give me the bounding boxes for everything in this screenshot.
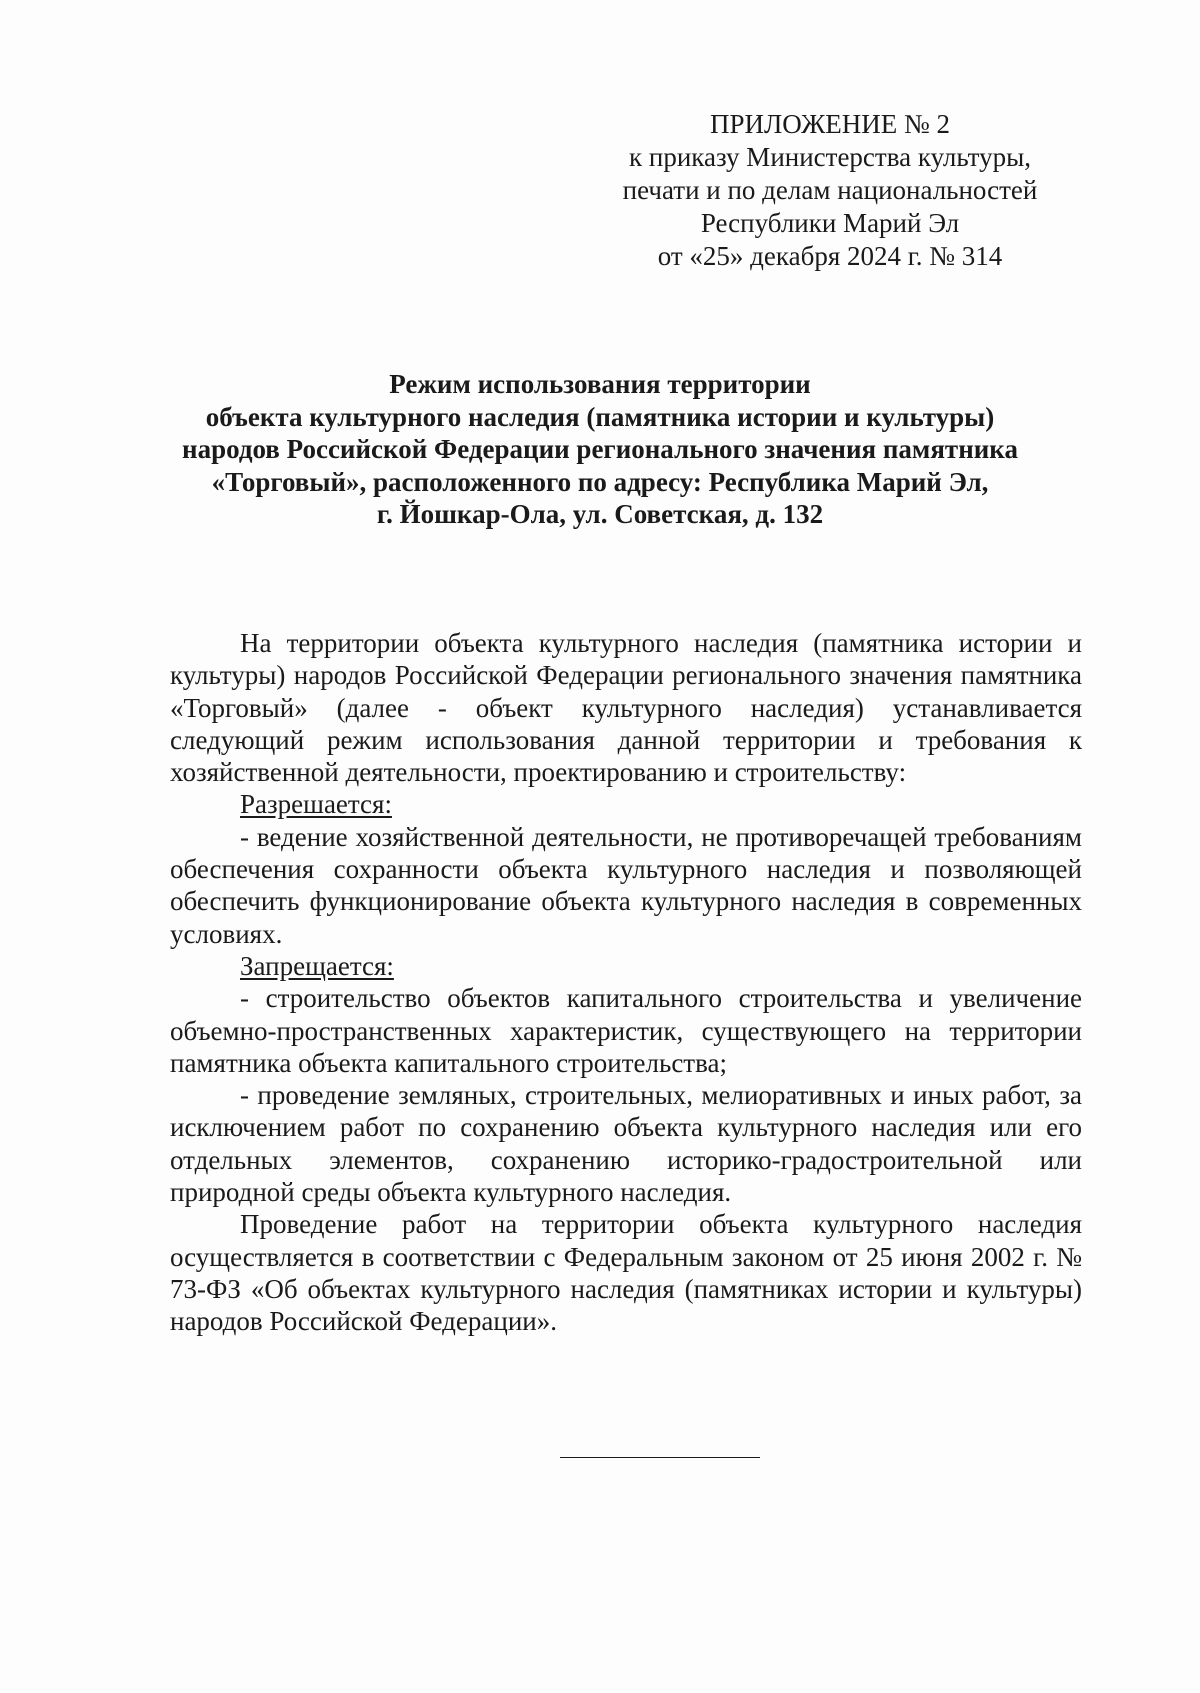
closing-divider-line: [560, 1457, 760, 1458]
closing-paragraph: Проведение работ на территории объекта культурного наследия осуществляется в соответствии с Федеральным законом от 25 июня 2002 г. № 73-ФЗ «Об объектах культурного наследия (памятниках истории и культуры) народов Российской Федерации».: [170, 1209, 1082, 1337]
appendix-number: ПРИЛОЖЕНИЕ № 2: [709, 109, 951, 139]
document-body: [170, 627, 1082, 1338]
title-line: «Торговый», расположенного по адресу: Республика Марий Эл,: [211, 466, 989, 497]
title-line: Режим использования территории: [389, 369, 811, 399]
document-title: [150, 368, 1050, 531]
title-line: г. Йошкар-Ола, ул. Советская, д. 132: [376, 499, 824, 529]
appendix-date-line: от «25» декабря 2024 г. № 314: [657, 241, 1003, 271]
forbidden-item: - строительство объектов капитального строительства и увеличение объемно-пространственных характеристик, существующего на территории памятника объекта капитального строительства;: [170, 983, 1082, 1078]
title-line: объекта культурного наследия (памятника истории и культуры): [205, 401, 995, 432]
allowed-item: - ведение хозяйственной деятельности, не противоречащей требованиям обеспечения сохранности объекта культурного наследия и позволяющей обеспечить функционирование объекта культурного наследия в современных условиях.: [170, 821, 1082, 949]
appendix-header: [580, 108, 1080, 273]
appendix-ministry-line: печати и по делам национальностей: [622, 175, 1038, 205]
title-line: народов Российской Федерации регионального значения памятника: [182, 434, 1018, 464]
forbidden-heading: Запрещается:: [240, 950, 394, 981]
appendix-order-line: к приказу Министерства культуры,: [629, 142, 1031, 172]
appendix-republic-line: Республики Марий Эл: [700, 208, 960, 238]
forbidden-item: - проведение земляных, строительных, мелиоративных и иных работ, за исключением работ по сохранению объекта культурного наследия или его отдельных элементов, сохранению историко-градостроительной или природной среды объекта культурного наследия.: [170, 1080, 1082, 1208]
allowed-heading: Разрешается:: [240, 789, 392, 820]
intro-paragraph: На территории объекта культурного наследия (памятника истории и культуры) народов Российской Федерации регионального значения памятника «Торговый» (далее - объект культурного наследия) устанавливается следующий режим использования данной территории и требования к хозяйственной деятельности, проектированию и строительству:: [170, 628, 1082, 788]
